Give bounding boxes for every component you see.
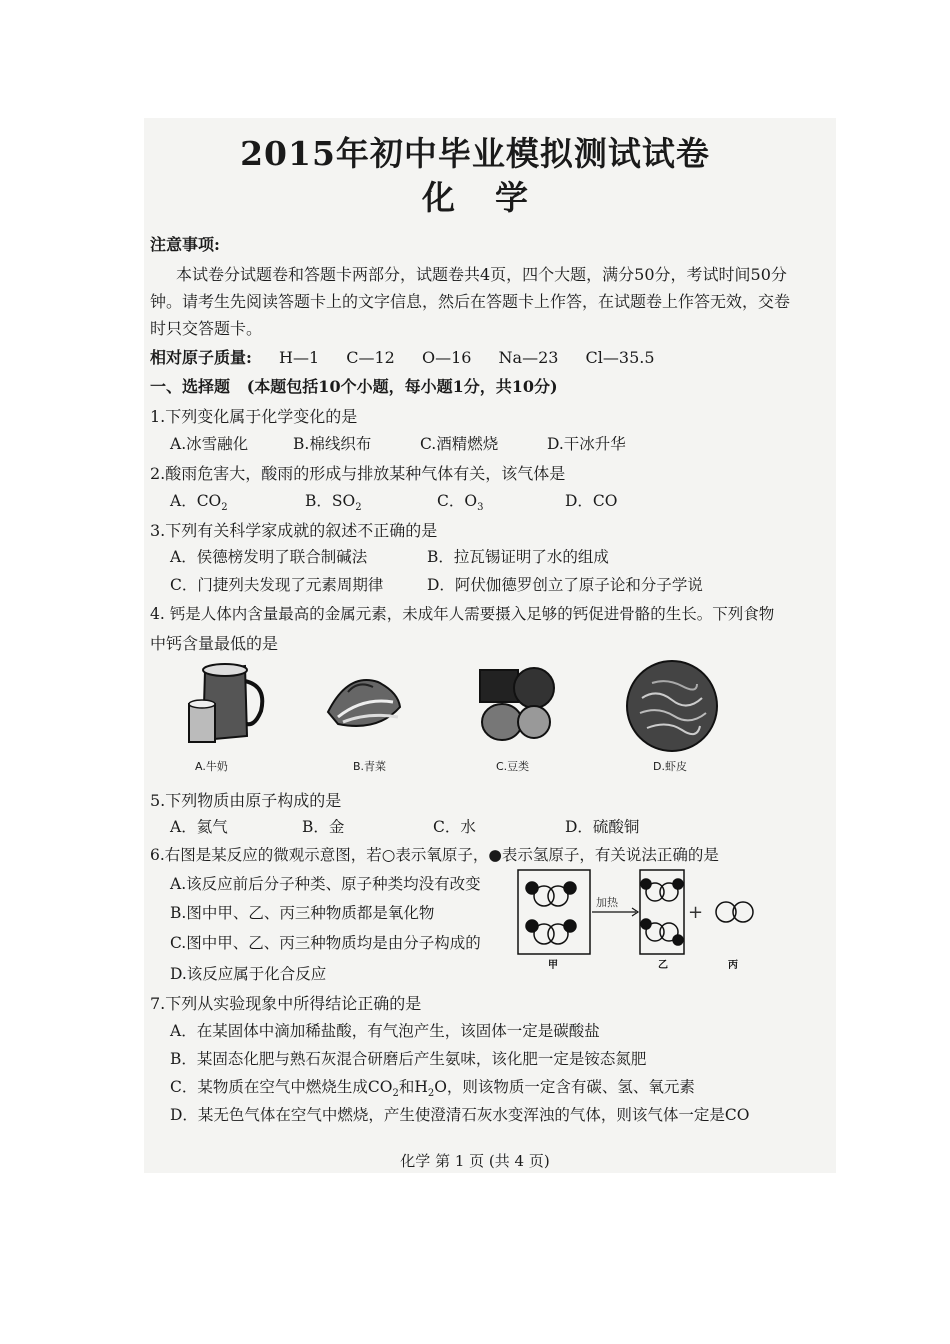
- q6-stem: 6.右图是某反应的微观示意图，若○表示氧原子，●表示氢原子，有关说法正确的是: [150, 846, 719, 864]
- q5-option-d: D．硫酸铜: [565, 818, 640, 836]
- notice-line-1: 本试卷分试题卷和答题卡两部分，试题卷共4页，四个大题，满分50分，考试时间50分: [176, 265, 787, 284]
- q1-option-b: B.棉线织布: [293, 435, 372, 453]
- label-bing: 丙: [728, 960, 738, 971]
- shrimp-image: [622, 658, 722, 754]
- mass-cl: Cl—35.5: [585, 348, 655, 367]
- q4-caption-b: B.青菜: [353, 760, 387, 773]
- notice-line-3: 时只交答题卡。: [150, 319, 263, 338]
- q7-option-a: A．在某固体中滴加稀盐酸，有气泡产生，该固体一定是碳酸盐: [170, 1022, 600, 1040]
- q3-stem: 3.下列有关科学家成就的叙述不正确的是: [150, 521, 438, 540]
- h2o2-top: [641, 879, 683, 901]
- section1-title: 一、选择题: [150, 377, 231, 396]
- arrow-label: 加热: [596, 896, 618, 909]
- q6-option-b: B.图中甲、乙、丙三种物质都是氧化物: [170, 904, 435, 922]
- q4-caption-d: D.虾皮: [653, 760, 687, 773]
- h2o2-bottom: [641, 919, 683, 945]
- section1-note: (本题包括10个小题，每小题1分，共10分): [246, 377, 558, 396]
- q3-option-c: C．门捷列夫发现了元素周期律: [170, 576, 384, 594]
- milk-image: [175, 656, 275, 748]
- q2-option-c: C．$O_3$: [437, 492, 484, 514]
- q4-stem-line1: 4. 钙是人体内含量最高的金属元素，未成年人需要摄入足够的钙促进骨骼的生长。下列食物: [150, 605, 775, 623]
- water-molecule-top-left: [526, 882, 576, 906]
- q7-option-b: B．某固态化肥与熟石灰混合研磨后产生氨味，该化肥一定是铵态氮肥: [170, 1050, 647, 1068]
- mass-o: O—16: [421, 348, 472, 367]
- q4-caption-c: C.豆类: [496, 760, 530, 773]
- plus-sign: +: [688, 902, 704, 923]
- reaction-diagram: [512, 866, 772, 976]
- q3-option-a: A．侯德榜发明了联合制碱法: [170, 548, 368, 566]
- q2-stem: 2.酸雨危害大，酸雨的形成与排放某种气体有关，该气体是: [150, 464, 566, 483]
- greens-image: [318, 662, 408, 738]
- exam-title: 2015年初中毕业模拟测试试卷: [240, 134, 710, 173]
- notice-line-2: 钟。请考生先阅读答题卡上的文字信息，然后在答题卡上作答，在试题卷上作答无效，交卷: [150, 292, 791, 311]
- mass-c: C—12: [346, 348, 395, 367]
- atomic-masses-label: 相对原子质量:: [150, 348, 252, 367]
- water-molecule-bottom-left: [526, 920, 576, 944]
- label-yi: 乙: [658, 960, 668, 971]
- page-footer: 化学 第 1 页 (共 4 页): [400, 1152, 550, 1170]
- q1-option-c: C.酒精燃烧: [420, 435, 499, 453]
- q6-option-d: D.该反应属于化合反应: [170, 965, 327, 983]
- q2-option-a: A．$CO_2$: [170, 492, 228, 514]
- q1-stem: 1.下列变化属于化学变化的是: [150, 407, 358, 426]
- q5-option-b: B．金: [302, 818, 345, 836]
- q5-option-c: C．水: [433, 818, 476, 836]
- q1-option-d: D.干冰升华: [547, 435, 626, 453]
- mass-na: Na—23: [498, 348, 559, 367]
- section1-heading: [150, 374, 558, 397]
- atomic-masses: [150, 345, 677, 368]
- q6-option-c: C.图中甲、乙、丙三种物质均是由分子构成的: [170, 934, 481, 952]
- q7-option-c: C．某物质在空气中燃烧生成$CO_2$和$H_2O$，则该物质一定含有碳、氢、氧元素: [170, 1078, 695, 1100]
- q5-option-a: A．氦气: [170, 818, 228, 836]
- beans-image: [472, 660, 562, 746]
- q2-option-d: D．CO: [565, 492, 618, 510]
- q3-option-b: B．拉瓦锡证明了水的组成: [427, 548, 609, 566]
- q6-option-a: A.该反应前后分子种类、原子种类均没有改变: [170, 875, 481, 893]
- q2-option-b: B．$SO_2$: [305, 492, 362, 514]
- q3-option-d: D．阿伏伽德罗创立了原子论和分子学说: [427, 576, 703, 594]
- q5-stem: 5.下列物质由原子构成的是: [150, 791, 342, 810]
- notice-heading: 注意事项:: [150, 235, 220, 254]
- oxygen-molecule: [716, 902, 753, 922]
- q1-option-a: A.冰雪融化: [170, 435, 249, 453]
- q7-option-d: D．某无色气体在空气中燃烧，产生使澄清石灰水变浑浊的气体，则该气体一定是CO: [170, 1106, 750, 1124]
- q4-caption-a: A.牛奶: [195, 760, 228, 773]
- label-jia: 甲: [548, 960, 558, 971]
- mass-h: H—1: [279, 348, 320, 367]
- subject-title: 化学: [422, 178, 568, 217]
- q4-stem-line2: 中钙含量最低的是: [150, 634, 279, 653]
- q7-stem: 7.下列从实验现象中所得结论正确的是: [150, 994, 422, 1013]
